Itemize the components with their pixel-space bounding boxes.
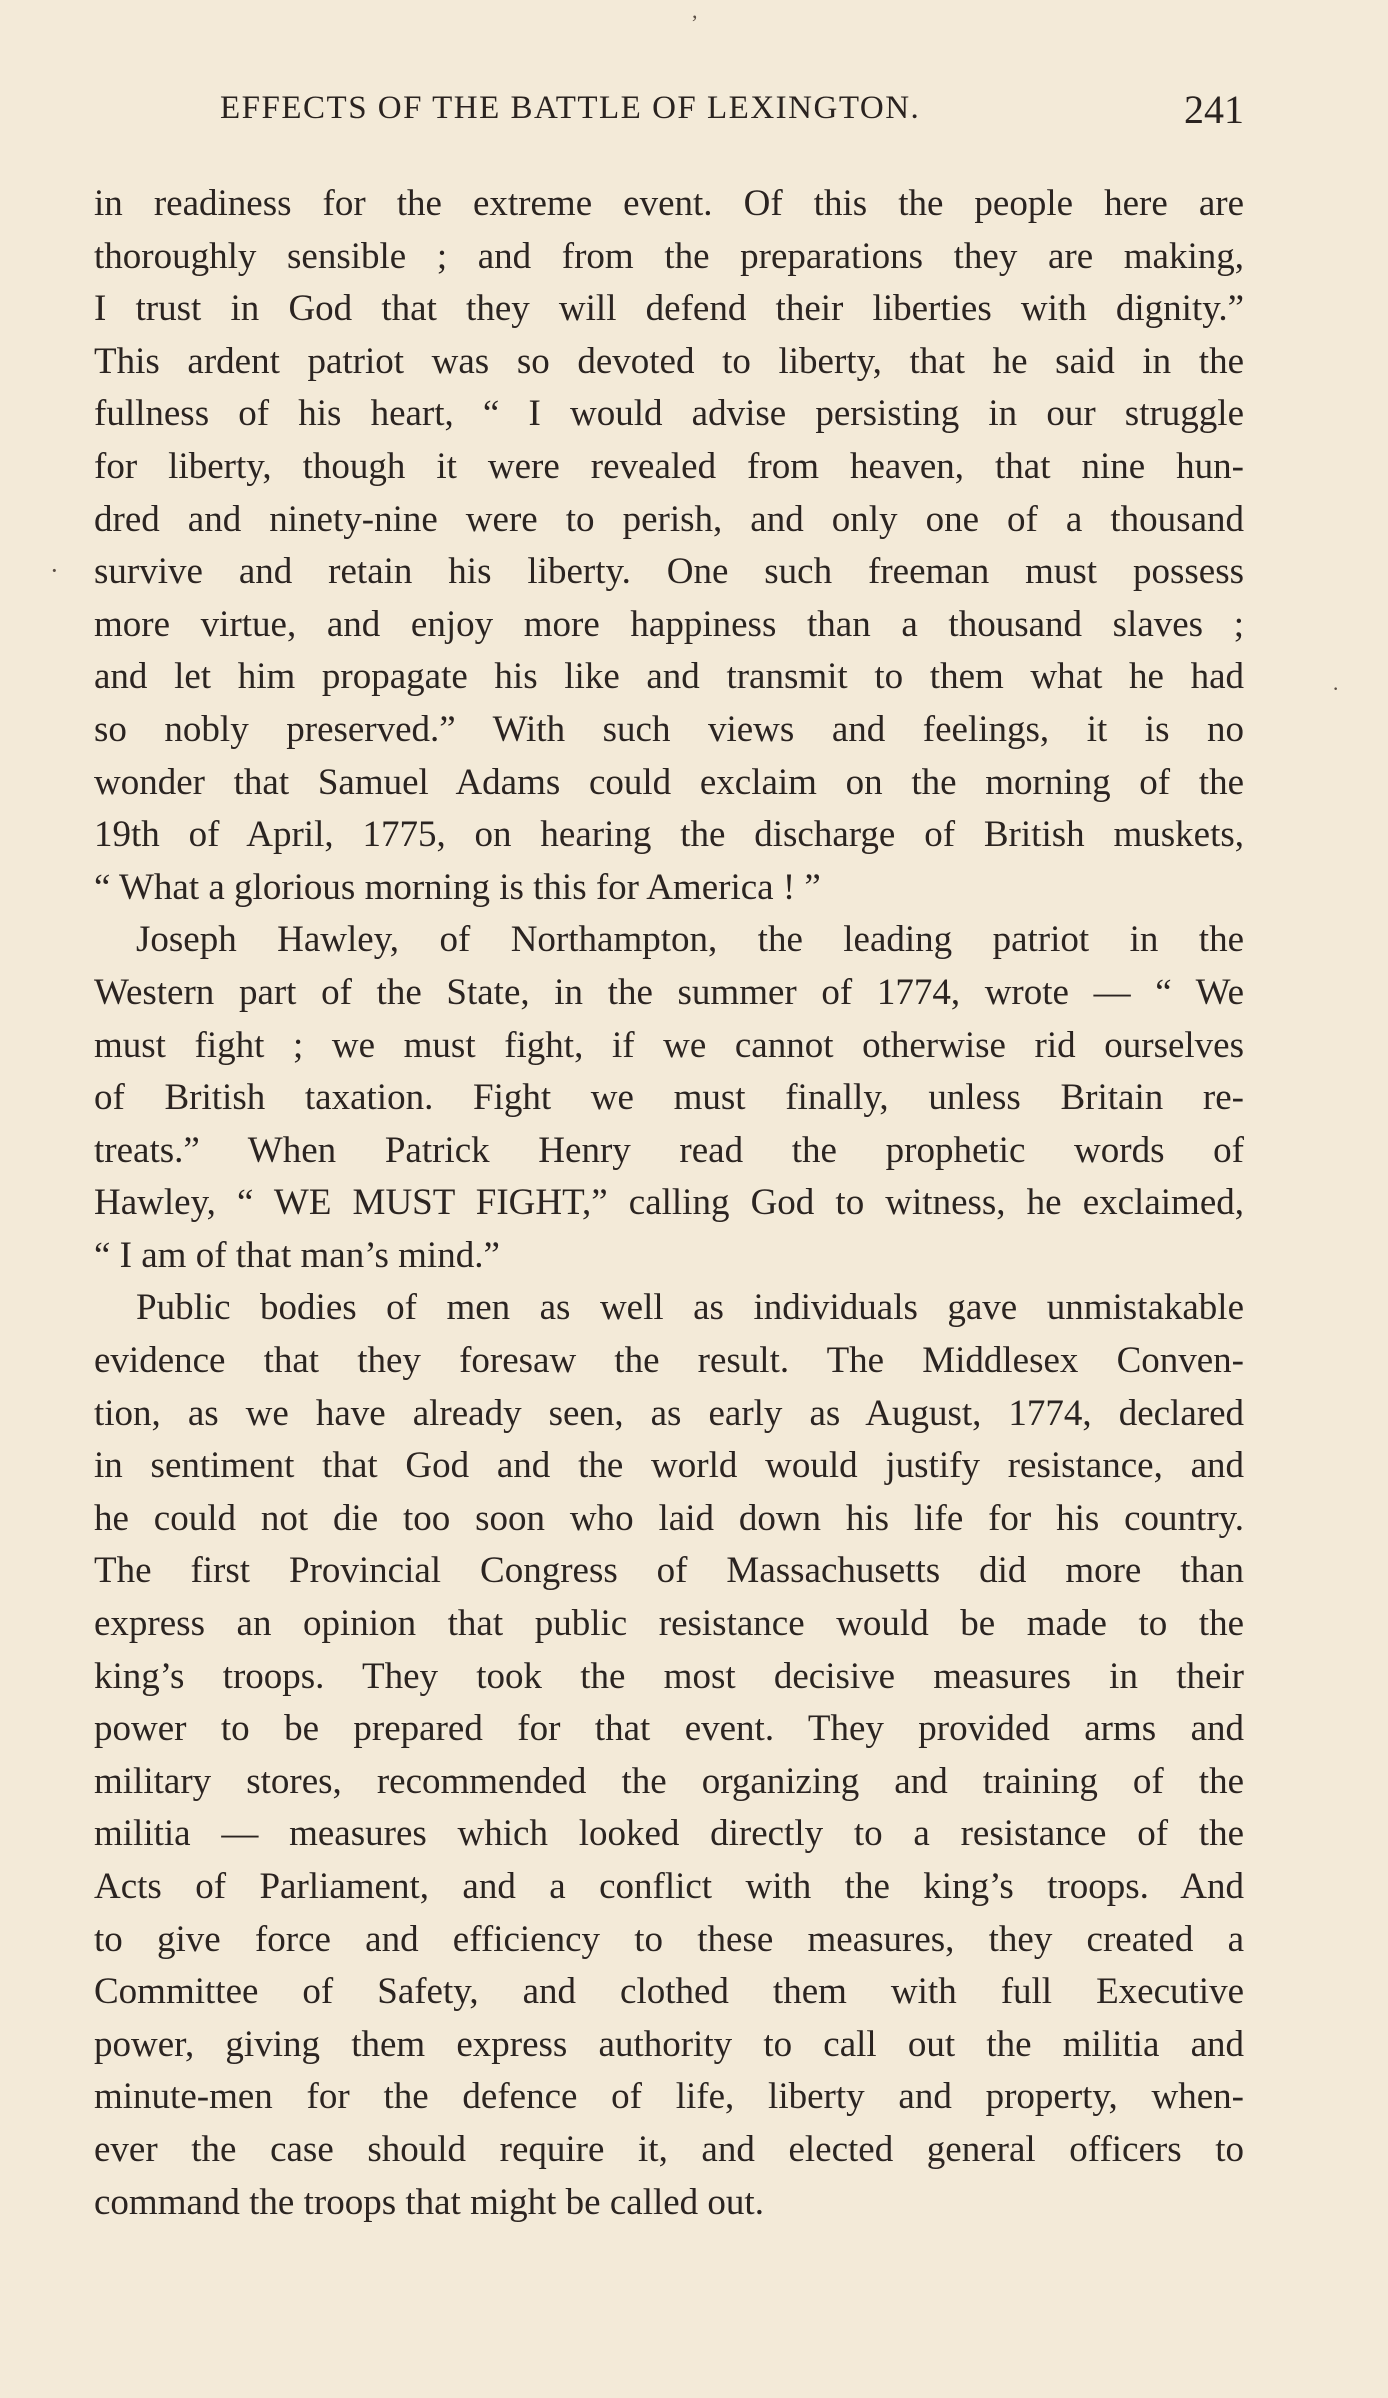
text-line: of British taxation. Fight we must finally, unless Britain re- (94, 1077, 1244, 1119)
text-line: Western part of the State, in the summer of 1774, wrote — “ We (94, 971, 1244, 1013)
text-line: minute-men for the defence of life, liberty and property, when- (94, 2076, 1244, 2118)
text-line: in readiness for the extreme event. Of this the people here are (94, 183, 1244, 224)
text-line: The first Provincial Congress of Massachusetts did more than (94, 1550, 1244, 1592)
text-line: in sentiment that God and the world would justify resistance, and (94, 1445, 1244, 1487)
text-line: wonder that Samuel Adams could exclaim on the morning of the (94, 761, 1244, 803)
text-line: Hawley, “ WE MUST FIGHT,” calling God to witness, he exclaimed, (94, 1182, 1244, 1224)
text-line: ever the case should require it, and elected general officers to (94, 2128, 1244, 2170)
text-line: I trust in God that they will defend their liberties with dignity.” (94, 288, 1244, 330)
text-line: This ardent patriot was so devoted to liberty, that he said in the (94, 340, 1244, 382)
text-line: to give force and efficiency to these measures, they created a (94, 1918, 1244, 1960)
left-margin-dot: · (50, 556, 59, 585)
text-line: and let him propagate his like and transmit to them what he had (94, 656, 1244, 698)
text-line: evidence that they foresaw the result. The Middlesex Conven- (94, 1340, 1244, 1382)
running-title: EFFECTS OF THE BATTLE OF LEXINGTON. (220, 90, 921, 126)
text-line: express an opinion that public resistance would be made to the (94, 1603, 1244, 1645)
text-line: command the troops that might be called out. (94, 2181, 764, 2223)
text-line: power to be prepared for that event. They provided arms and (94, 1708, 1244, 1750)
text-line: so nobly preserved.” With such views and feelings, it is no (94, 708, 1244, 750)
text-line: king’s troops. They took the most decisive measures in their (94, 1655, 1244, 1697)
text-line: thoroughly sensible ; and from the preparations they are making, (94, 235, 1244, 277)
top-stray-mark: , (692, 0, 698, 23)
right-margin-dot: · (1332, 676, 1340, 701)
text-line: Public bodies of men as well as individuals gave unmistakable (136, 1287, 1244, 1329)
text-line: power, giving them express authority to call out the militia and (94, 2023, 1244, 2065)
text-line: he could not die too soon who laid down his life for his country. (94, 1497, 1244, 1539)
body-text (94, 178, 1244, 2229)
text-line: militia — measures which looked directly to a resistance of the (94, 1813, 1244, 1855)
text-line: treats.” When Patrick Henry read the prophetic words of (94, 1129, 1244, 1171)
text-line: survive and retain his liberty. One such freeman must possess (94, 551, 1244, 593)
text-line: Committee of Safety, and clothed them with full Executive (94, 1971, 1244, 2013)
text-line: for liberty, though it were revealed from heaven, that nine hun- (94, 445, 1244, 487)
text-line: dred and ninety-nine were to perish, and only one of a thousand (94, 498, 1244, 540)
text-line: 19th of April, 1775, on hearing the discharge of British muskets, (94, 814, 1244, 856)
text-line: Acts of Parliament, and a conflict with the king’s troops. And (94, 1866, 1244, 1907)
text-line: military stores, recommended the organizing and training of the (94, 1760, 1244, 1802)
running-head (94, 87, 1244, 140)
text-line: Joseph Hawley, of Northampton, the leading patriot in the (136, 919, 1244, 961)
text-line: fullness of his heart, “ I would advise persisting in our struggle (94, 393, 1244, 435)
text-line: “ What a glorious morning is this for America ! ” (94, 866, 821, 908)
text-line: “ I am of that man’s mind.” (94, 1234, 500, 1276)
text-line: tion, as we have already seen, as early as August, 1774, declared (94, 1392, 1244, 1434)
text-line: more virtue, and enjoy more happiness than a thousand slaves ; (94, 603, 1244, 645)
text-line: must fight ; we must fight, if we cannot otherwise rid ourselves (94, 1024, 1244, 1066)
page-number: 241 (1184, 87, 1244, 132)
